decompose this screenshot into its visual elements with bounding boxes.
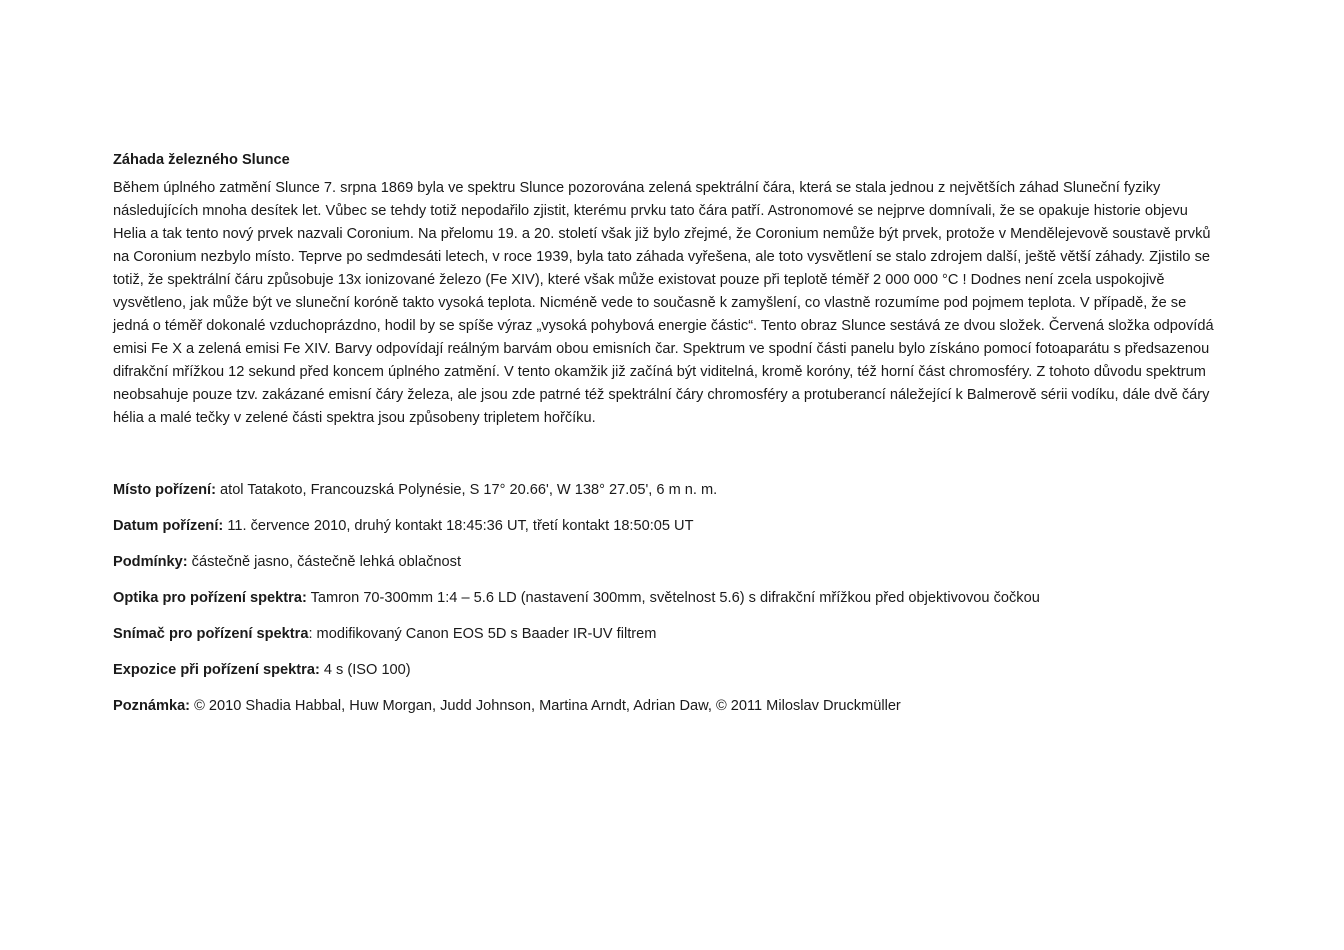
meta-note-value: © 2010 Shadia Habbal, Huw Morgan, Judd Johnson, Martina Arndt, Adrian Daw, © 2011 Miloslav Druckmüller (190, 698, 901, 714)
metadata-section (113, 480, 1223, 716)
meta-date-value: 11. července 2010, druhý kontakt 18:45:36 UT, třetí kontakt 18:50:05 UT (223, 518, 694, 534)
meta-conditions-label: Podmínky: (113, 554, 188, 570)
meta-note-label: Poznámka: (113, 698, 191, 714)
meta-optics (113, 588, 1223, 608)
meta-note (113, 696, 1223, 716)
meta-exposure-value: 4 s (ISO 100) (319, 662, 411, 678)
document-title: Záhada železného Slunce (113, 152, 290, 168)
meta-exposure (113, 660, 1223, 680)
meta-sensor-value: : modifikovaný Canon EOS 5D s Baader IR-UV filtrem (308, 626, 657, 642)
meta-optics-label: Optika pro pořízení spektra: (113, 590, 307, 606)
meta-exposure-label: Expozice při pořízení spektra: (113, 662, 320, 678)
document-paragraph: Během úplného zatmění Slunce 7. srpna 1869 byla ve spektru Slunce pozorována zelená spektrální čára, která se stala jednou z největších záhad Sluneční fyziky následujících mnoha desítek let. Vůbec se tehdy totiž nepodařilo zjistit, kterému prvku tato čára patří. Astronomové se nejprve domnívali, že se opakuje historie objevu Helia a tak tento nový prvek nazvali Coronium. Na přelomu 19. a 20. století však již bylo zřejmé, že Coronium nemůže být prvek, protože v Mendělejevově soustavě prvků na Coronium nezbylo místo. Teprve po sedmdesáti letech, v roce 1939, byla tato záhada vyřešena, ale toto vysvětlení se stalo zdrojem další, ještě větší záhady. Zjistilo se totiž, že spektrální čáru způsobuje 13x ionizované železo (Fe XIV), které však může existovat pouze při teplotě téměř 2 000 000 °C ! Dodnes není zcela uspokojivě vysvětleno, jak může být ve sluneční koróně takto vysoká teplota. Nicméně vede to současně k zamyšlení, co vlastně rozumíme pod pojmem teplota. V případě, že se jedná o téměř dokonalé vzduchoprázdno, hodil by se spíše výraz „vysoká pohybová energie částic“. Tento obraz Slunce sestává ze dvou složek. Červená složka odpovídá emisi Fe X a zelená emisi Fe XIV. Barvy odpovídají reálným barvám obou emisních čar. Spektrum ve spodní části panelu bylo získáno pomocí fotoaparátu s předsazenou difrakční mřížkou 12 sekund před koncem úplného zatmění. V tento okamžik již začíná být viditelná, kromě koróny, též horní část chromosféry. Z tohoto důvodu spektrum neobsahuje pouze tzv. zakázané emisní čáry železa, ale jsou zde patrné též spektrální čáry chromosféry a protuberancí náležející k Balmerově sérii vodíku, dále dvě čáry hélia a malé tečky v zelené části spektra jsou způsobeny tripletem hořčíku. (113, 180, 1214, 426)
meta-sensor-label: Snímač pro pořízení spektra (113, 626, 309, 642)
meta-sensor (113, 624, 1223, 644)
meta-date (113, 516, 1223, 536)
meta-optics-value: Tamron 70-300mm 1:4 – 5.6 LD (nastavení 300mm, světelnost 5.6) s difrakční mřížkou před objektivovou čočkou (306, 590, 1040, 606)
meta-location-label: Místo pořízení: (113, 482, 216, 498)
meta-location (113, 480, 1223, 500)
meta-location-value: atol Tatakoto, Francouzská Polynésie, S 17° 20.66', W 138° 27.05', 6 m n. m. (215, 482, 718, 498)
document-page (113, 150, 1223, 732)
meta-date-label: Datum pořízení: (113, 518, 224, 534)
meta-conditions (113, 552, 1223, 572)
meta-conditions-value: částečně jasno, částečně lehká oblačnost (187, 554, 462, 570)
